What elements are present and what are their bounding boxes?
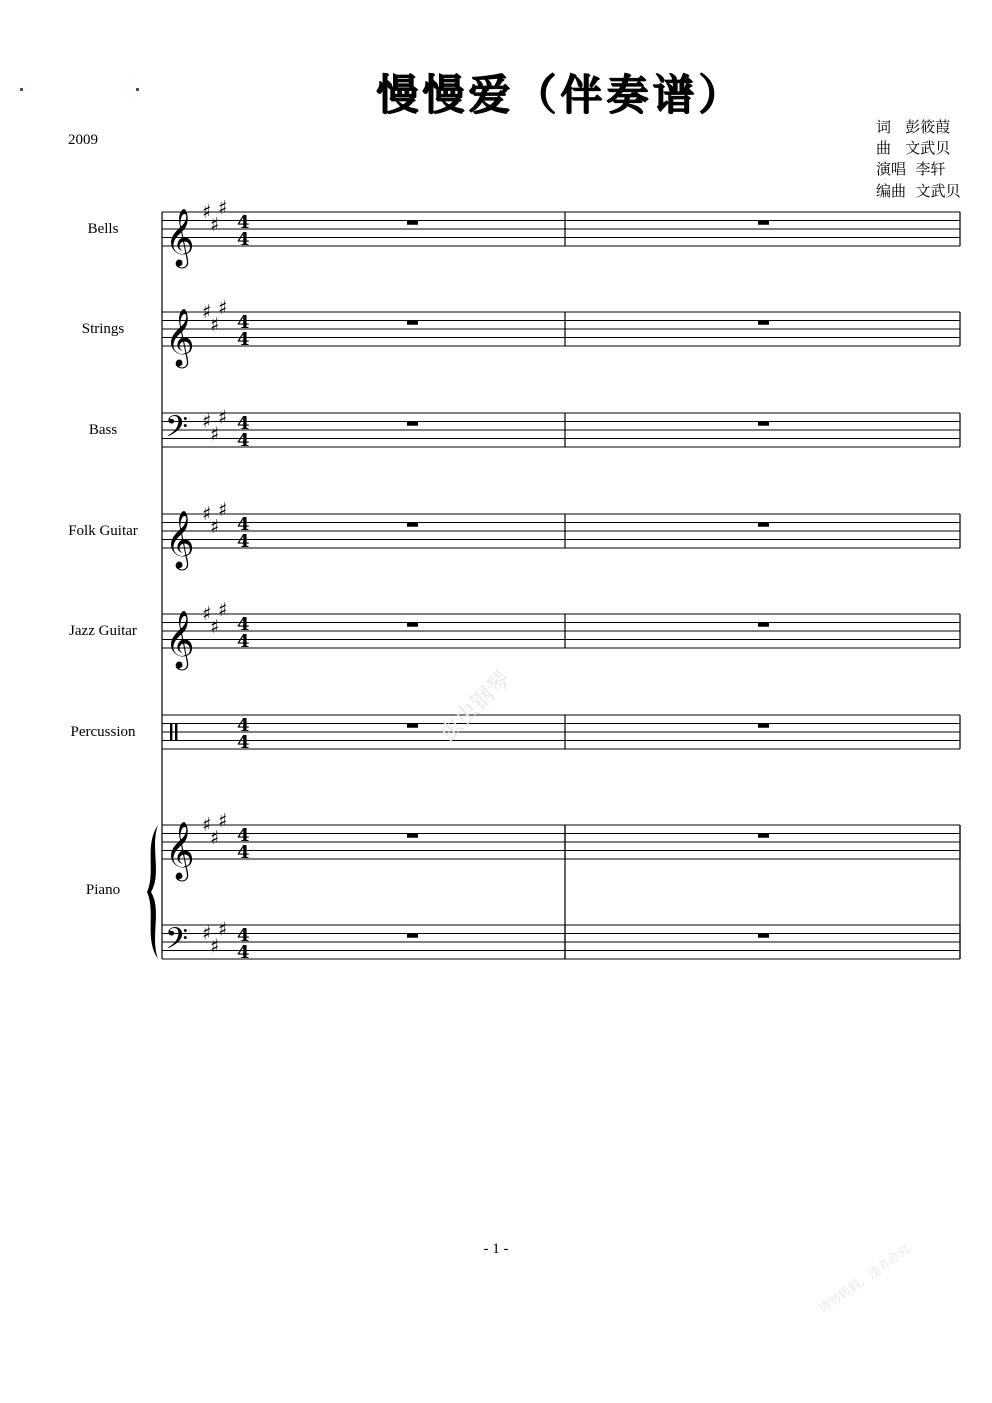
whole-rest-icon — [407, 221, 418, 225]
whole-rest-icon — [758, 934, 769, 938]
bass-clef-icon: 𝄢 — [165, 410, 189, 452]
time-signature-bottom: 4 — [237, 631, 250, 652]
time-signature-bottom: 4 — [237, 942, 250, 963]
page-title: 慢慢爱（伴奏谱） — [375, 70, 744, 119]
sharp-icon: ♯ — [218, 296, 228, 319]
instrument-label-strings: Strings — [81, 321, 125, 337]
sharp-icon: ♯ — [218, 918, 228, 941]
sharp-icon: ♯ — [218, 498, 228, 521]
piano-brace-icon — [147, 825, 158, 959]
time-signature-top: 4 — [237, 715, 250, 736]
sharp-icon: ♯ — [210, 515, 220, 538]
whole-rest-icon — [407, 724, 418, 728]
sharp-icon: ♯ — [202, 301, 212, 323]
instrument-label-bass: Bass — [88, 422, 118, 438]
credit-composer: 曲 文武贝 — [876, 139, 951, 157]
sharp-icon: ♯ — [210, 615, 220, 638]
time-signature-top: 4 — [237, 614, 250, 635]
sharp-icon: ♯ — [218, 406, 228, 429]
whole-rest-icon — [407, 321, 418, 325]
sharp-icon: ♯ — [218, 196, 228, 219]
sharp-icon: ♯ — [202, 922, 212, 945]
time-signature-top: 4 — [237, 413, 250, 434]
sharp-icon: ♯ — [202, 201, 212, 223]
sharp-icon: ♯ — [202, 603, 212, 625]
instrument-label-piano: Piano — [85, 882, 121, 898]
time-signature-bottom: 4 — [237, 430, 250, 451]
credit-lyricist: 词 彭筱葭 — [876, 118, 951, 136]
sharp-icon: ♯ — [218, 809, 228, 832]
whole-rest-icon — [758, 834, 769, 838]
instrument-label-folk-guitar: Folk Guitar — [68, 523, 138, 539]
sharp-icon: ♯ — [210, 423, 220, 446]
watermark-center: 虫虫钢琴 — [435, 666, 516, 747]
credit-arranger: 编曲 文武贝 — [876, 182, 961, 200]
sharp-icon: ♯ — [202, 814, 212, 836]
time-signature-top: 4 — [237, 925, 250, 946]
whole-rest-icon — [407, 422, 418, 426]
year-label: 2009 — [68, 132, 98, 148]
sharp-icon: ♯ — [210, 935, 220, 958]
time-signature-bottom: 4 — [237, 531, 250, 552]
time-signature-bottom: 4 — [237, 842, 250, 863]
sharp-icon: ♯ — [210, 313, 220, 336]
treble-clef-icon: 𝄞 — [165, 308, 195, 366]
watermark-corner: 请勿转载，违者必究 — [816, 1242, 913, 1316]
bass-clef-icon: 𝄢 — [165, 922, 189, 964]
whole-rest-icon — [758, 523, 769, 527]
whole-rest-icon — [407, 623, 418, 627]
treble-clef-icon: 𝄞 — [165, 821, 195, 879]
treble-clef-icon: 𝄞 — [165, 610, 195, 668]
time-signature-top: 4 — [237, 825, 250, 846]
time-signature-top: 4 — [237, 312, 250, 333]
whole-rest-icon — [407, 834, 418, 838]
time-signature-bottom: 4 — [237, 329, 250, 350]
whole-rest-icon — [758, 321, 769, 325]
sharp-icon: ♯ — [218, 598, 228, 621]
whole-rest-icon — [758, 221, 769, 225]
whole-rest-icon — [758, 623, 769, 627]
instrument-label-percussion: Percussion — [70, 724, 136, 740]
percussion-clef-icon — [175, 724, 177, 741]
instrument-label-jazz-guitar: Jazz Guitar — [69, 623, 137, 639]
time-signature-bottom: 4 — [237, 229, 250, 250]
sharp-icon: ♯ — [210, 826, 220, 849]
sharp-icon: ♯ — [210, 213, 220, 236]
page-number: - 1 - — [483, 1241, 509, 1257]
time-signature-top: 4 — [237, 514, 250, 535]
whole-rest-icon — [758, 422, 769, 426]
sharp-icon: ♯ — [202, 503, 212, 525]
instrument-label-bells: Bells — [87, 221, 119, 237]
time-signature-top: 4 — [237, 212, 250, 233]
credit-singer: 演唱 李轩 — [876, 160, 946, 178]
whole-rest-icon — [758, 724, 769, 728]
treble-clef-icon: 𝄞 — [165, 510, 195, 568]
time-signature-bottom: 4 — [237, 732, 250, 753]
percussion-clef-icon — [170, 724, 172, 741]
sharp-icon: ♯ — [202, 410, 212, 433]
treble-clef-icon: 𝄞 — [165, 208, 195, 266]
whole-rest-icon — [407, 523, 418, 527]
whole-rest-icon — [407, 934, 418, 938]
